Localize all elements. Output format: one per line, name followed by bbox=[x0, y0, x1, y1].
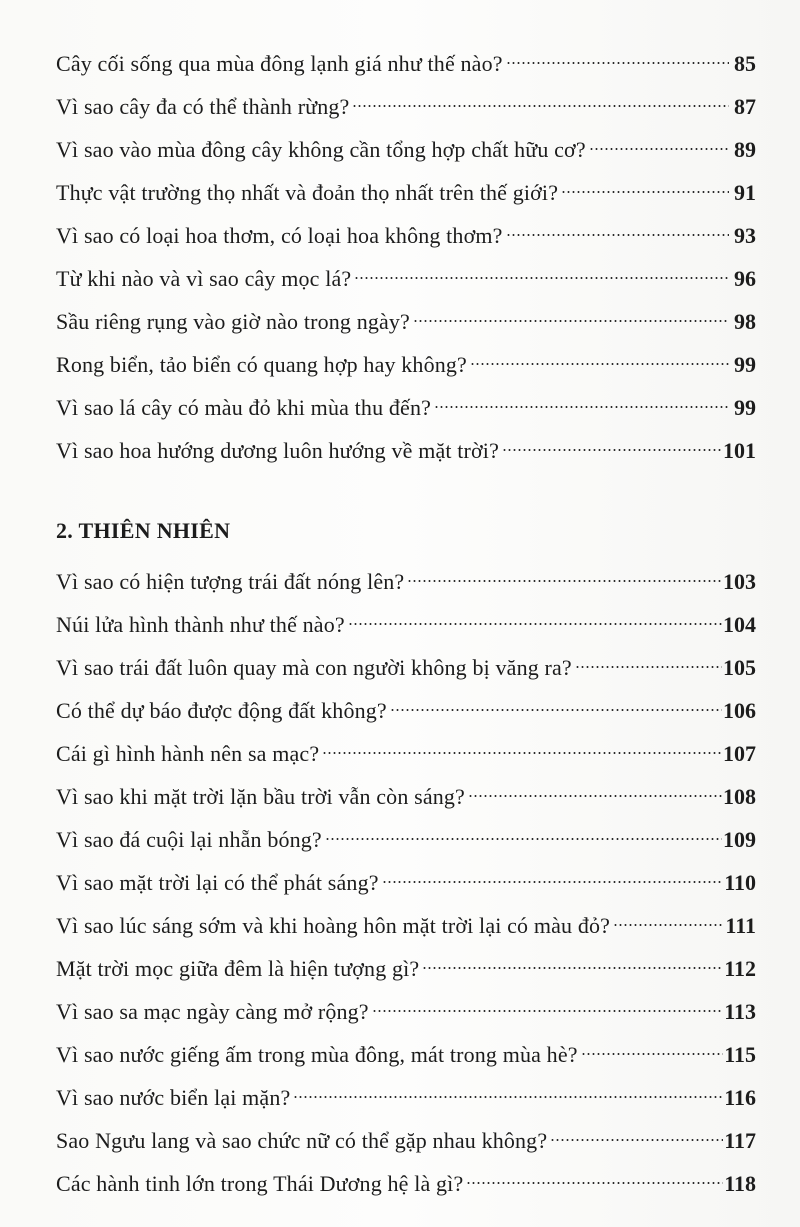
dot-leader bbox=[613, 901, 724, 933]
page-number: 109 bbox=[723, 827, 756, 852]
entry-title: Có thể dự báo được động đất không? bbox=[56, 698, 387, 723]
toc-entry bbox=[56, 686, 756, 729]
toc-entry bbox=[56, 729, 756, 772]
page-number: 117 bbox=[724, 1128, 756, 1153]
entry-title: Sao Ngưu lang và sao chức nữ có thể gặp nhau không? bbox=[56, 1128, 548, 1153]
toc-entry bbox=[56, 1159, 756, 1202]
entry-title: Thực vật trường thọ nhất và đoản thọ nhất trên thế giới? bbox=[56, 180, 559, 205]
entry-title: Vì sao lá cây có màu đỏ khi mùa thu đến? bbox=[56, 395, 432, 420]
dot-leader bbox=[581, 1030, 724, 1062]
toc-entry bbox=[56, 340, 756, 383]
page-number: 108 bbox=[723, 784, 756, 809]
toc-entry bbox=[56, 600, 756, 643]
page-number: 101 bbox=[723, 438, 756, 463]
dot-leader bbox=[293, 1073, 723, 1105]
page-number: 98 bbox=[734, 309, 756, 334]
toc-entry bbox=[56, 254, 756, 297]
toc-entry bbox=[56, 643, 756, 686]
page-number: 106 bbox=[723, 698, 756, 723]
page-number: 112 bbox=[724, 956, 756, 981]
page-number: 115 bbox=[724, 1042, 756, 1067]
dot-leader bbox=[589, 125, 729, 157]
entry-title: Từ khi nào và vì sao cây mọc lá? bbox=[56, 266, 352, 291]
toc-entry bbox=[56, 772, 756, 815]
page-number: 93 bbox=[734, 223, 756, 248]
entry-title: Mặt trời mọc giữa đêm là hiện tượng gì? bbox=[56, 956, 420, 981]
toc-section-nature bbox=[56, 557, 756, 1202]
dot-leader bbox=[390, 686, 722, 718]
entry-title: Vì sao vào mùa đông cây không cần tổng hợp chất hữu cơ? bbox=[56, 137, 586, 162]
entry-title: Vì sao cây đa có thể thành rừng? bbox=[56, 94, 350, 119]
toc-section-plants bbox=[56, 39, 756, 469]
dot-leader bbox=[468, 772, 722, 804]
toc-entry bbox=[56, 125, 756, 168]
page-number: 96 bbox=[734, 266, 756, 291]
entry-title: Vì sao nước biển lại mặn? bbox=[56, 1085, 291, 1110]
entry-title: Vì sao mặt trời lại có thể phát sáng? bbox=[56, 870, 379, 895]
dot-leader bbox=[470, 340, 729, 372]
page-number: 91 bbox=[734, 180, 756, 205]
toc-entry bbox=[56, 383, 756, 426]
dot-leader bbox=[372, 987, 723, 1019]
page-number: 105 bbox=[723, 655, 756, 680]
toc-entry bbox=[56, 297, 756, 340]
dot-leader bbox=[322, 729, 722, 761]
toc-entry bbox=[56, 944, 756, 987]
toc-entry bbox=[56, 858, 756, 901]
entry-title: Vì sao có hiện tượng trái đất nóng lên? bbox=[56, 569, 405, 594]
entry-title: Vì sao hoa hướng dương luôn hướng về mặt trời? bbox=[56, 438, 499, 463]
entry-title: Vì sao nước giếng ấm trong mùa đông, mát trong mùa hè? bbox=[56, 1042, 578, 1067]
dot-leader bbox=[434, 383, 729, 415]
page-number: 110 bbox=[724, 870, 756, 895]
entry-title: Cây cối sống qua mùa đông lạnh giá như thế nào? bbox=[56, 51, 503, 76]
page-number: 99 bbox=[734, 352, 756, 377]
dot-leader bbox=[466, 1159, 723, 1191]
dot-leader bbox=[352, 82, 729, 114]
page-number: 89 bbox=[734, 137, 756, 162]
dot-leader bbox=[413, 297, 729, 329]
toc-entry bbox=[56, 39, 756, 82]
toc-entry bbox=[56, 168, 756, 211]
entry-title: Các hành tinh lớn trong Thái Dương hệ là gì? bbox=[56, 1171, 464, 1196]
toc-entry bbox=[56, 557, 756, 600]
entry-title: Vì sao trái đất luôn quay mà con người không bị văng ra? bbox=[56, 655, 572, 680]
page-number: 99 bbox=[734, 395, 756, 420]
entry-title: Sầu riêng rụng vào giờ nào trong ngày? bbox=[56, 309, 410, 334]
dot-leader bbox=[502, 426, 722, 458]
section-heading: 2. THIÊN NHIÊN bbox=[56, 518, 231, 543]
toc-entry bbox=[56, 901, 756, 944]
toc-entry bbox=[56, 1116, 756, 1159]
toc-entry bbox=[56, 211, 756, 254]
dot-leader bbox=[325, 815, 722, 847]
entry-title: Vì sao khi mặt trời lặn bầu trời vẫn còn sáng? bbox=[56, 784, 465, 809]
entry-title: Vì sao sa mạc ngày càng mở rộng? bbox=[56, 999, 369, 1024]
entry-title: Vì sao lúc sáng sớm và khi hoàng hôn mặt trời lại có màu đỏ? bbox=[56, 913, 611, 938]
page-number: 85 bbox=[734, 51, 756, 76]
dot-leader bbox=[550, 1116, 723, 1148]
dot-leader bbox=[506, 39, 729, 71]
entry-title: Vì sao có loại hoa thơm, có loại hoa không thơm? bbox=[56, 223, 503, 248]
entry-title: Rong biển, tảo biển có quang hợp hay không? bbox=[56, 352, 467, 377]
entry-title: Cái gì hình hành nên sa mạc? bbox=[56, 741, 320, 766]
page-number: 107 bbox=[723, 741, 756, 766]
toc-entry bbox=[56, 815, 756, 858]
dot-leader bbox=[575, 643, 722, 675]
dot-leader bbox=[506, 211, 729, 243]
page-number: 113 bbox=[724, 999, 756, 1024]
toc-entry bbox=[56, 1073, 756, 1116]
dot-leader bbox=[382, 858, 724, 890]
dot-leader bbox=[561, 168, 729, 200]
entry-title: Vì sao đá cuội lại nhẵn bóng? bbox=[56, 827, 322, 852]
dot-leader bbox=[354, 254, 729, 286]
page-number: 116 bbox=[724, 1085, 756, 1110]
toc-entry bbox=[56, 426, 756, 469]
page-number: 103 bbox=[723, 569, 756, 594]
toc-entry bbox=[56, 1030, 756, 1073]
dot-leader bbox=[407, 557, 722, 589]
page-number: 87 bbox=[734, 94, 756, 119]
toc-entry bbox=[56, 82, 756, 125]
page-number: 111 bbox=[725, 913, 756, 938]
dot-leader bbox=[422, 944, 723, 976]
entry-title: Núi lửa hình thành như thế nào? bbox=[56, 612, 345, 637]
dot-leader bbox=[348, 600, 722, 632]
page-number: 104 bbox=[723, 612, 756, 637]
toc-entry bbox=[56, 987, 756, 1030]
page-number: 118 bbox=[724, 1171, 756, 1196]
